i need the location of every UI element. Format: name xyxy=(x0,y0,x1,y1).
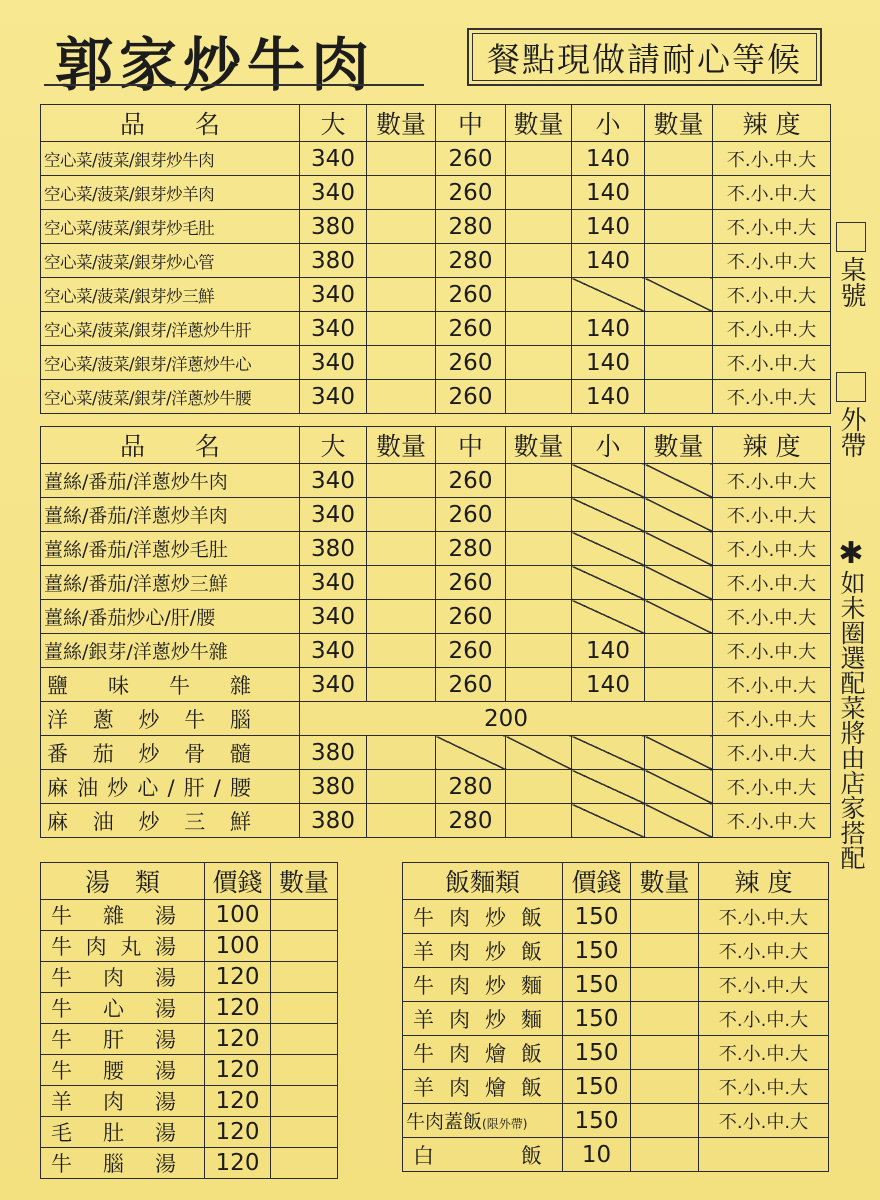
item-name: 薑絲/銀芽/洋蔥炒牛雜 xyxy=(41,634,300,668)
price-medium xyxy=(436,736,506,770)
table-number-label: 桌號 xyxy=(836,256,866,308)
price-medium: 260 xyxy=(436,278,506,312)
qty-small-input[interactable] xyxy=(645,380,713,414)
item-name: 空心菜/菠菜/銀芽炒羊肉 xyxy=(41,176,300,210)
soup-qty-input[interactable] xyxy=(271,1086,338,1117)
rice-price: 150 xyxy=(563,900,631,934)
menu-row xyxy=(41,600,831,634)
price-medium: 260 xyxy=(436,600,506,634)
soup-price: 120 xyxy=(205,962,271,993)
price-small: 140 xyxy=(572,668,645,702)
rice-name xyxy=(403,934,563,968)
header-large: 大 xyxy=(300,427,367,464)
qty-large-input[interactable] xyxy=(367,668,436,702)
header-small: 小 xyxy=(572,427,645,464)
spicy-level-options[interactable]: 不.小.中.大 xyxy=(713,804,831,838)
qty-medium-input[interactable] xyxy=(506,532,572,566)
item-name: 空心菜/菠菜/銀芽/洋蔥炒牛腰 xyxy=(41,380,300,414)
qty-large-input[interactable] xyxy=(367,532,436,566)
price-large: 380 xyxy=(300,736,367,770)
price-large: 380 xyxy=(300,770,367,804)
price-large: 340 xyxy=(300,600,367,634)
price-small xyxy=(572,770,645,804)
soup-price: 100 xyxy=(205,900,271,931)
menu-row xyxy=(41,210,831,244)
soup-qty-input[interactable] xyxy=(271,931,338,962)
qty-large-input[interactable] xyxy=(367,278,436,312)
header-qty-medium: 數量 xyxy=(506,105,572,142)
price-large: 340 xyxy=(300,278,367,312)
price-small: 140 xyxy=(572,176,645,210)
soup-qty-input[interactable] xyxy=(271,1148,338,1179)
rice-name-text: 羊肉炒飯 xyxy=(413,939,542,964)
header-large: 大 xyxy=(300,105,367,142)
soup-price: 120 xyxy=(205,1055,271,1086)
rice-name-text: 羊肉炒麵 xyxy=(413,1007,542,1032)
spicy-level-options[interactable]: 不.小.中.大 xyxy=(713,380,831,414)
soup-row xyxy=(41,962,338,993)
soup-row xyxy=(41,1055,338,1086)
price-large: 340 xyxy=(300,634,367,668)
notice-text: 餐點現做請耐心等候 xyxy=(472,33,817,81)
price-large: 340 xyxy=(300,346,367,380)
soup-price: 120 xyxy=(205,993,271,1024)
qty-large-input[interactable] xyxy=(367,804,436,838)
soup-header-price: 價錢 xyxy=(205,863,271,900)
header-name: 品 名 xyxy=(41,105,300,142)
soup-name: 毛肚湯 xyxy=(41,1117,205,1148)
menu-row xyxy=(41,142,831,176)
rice-name-note: (限外帶) xyxy=(482,1117,528,1131)
price-small: 140 xyxy=(572,634,645,668)
qty-small-input xyxy=(645,566,713,600)
qty-large-input[interactable] xyxy=(367,210,436,244)
menu-row xyxy=(41,804,831,838)
item-price-merged: 200 xyxy=(300,702,713,736)
menu-row xyxy=(41,532,831,566)
title-underline xyxy=(44,84,424,86)
qty-small-input xyxy=(645,770,713,804)
soup-price: 120 xyxy=(205,1117,271,1148)
rice-row xyxy=(403,968,829,1002)
rice-qty-input[interactable] xyxy=(631,1036,699,1070)
rice-row xyxy=(403,934,829,968)
price-small: 140 xyxy=(572,210,645,244)
qty-small-input xyxy=(645,278,713,312)
price-medium: 260 xyxy=(436,142,506,176)
rice-price: 150 xyxy=(563,968,631,1002)
item-name: 洋蔥炒牛腦 xyxy=(41,702,300,736)
header-spicy: 辣 度 xyxy=(713,427,831,464)
qty-large-input[interactable] xyxy=(367,634,436,668)
soup-qty-input[interactable] xyxy=(271,993,338,1024)
qty-medium-input[interactable] xyxy=(506,380,572,414)
spicy-level-options[interactable]: 不.小.中.大 xyxy=(713,600,831,634)
rice-price: 150 xyxy=(563,1002,631,1036)
price-medium: 280 xyxy=(436,532,506,566)
price-large: 340 xyxy=(300,176,367,210)
qty-small-input xyxy=(645,736,713,770)
item-name: 空心菜/菠菜/銀芽炒牛肉 xyxy=(41,142,300,176)
spicy-level-options[interactable]: 不.小.中.大 xyxy=(713,634,831,668)
price-large: 380 xyxy=(300,210,367,244)
menu-row xyxy=(41,634,831,668)
price-large: 340 xyxy=(300,498,367,532)
rice-name xyxy=(403,1138,563,1172)
price-medium: 280 xyxy=(436,244,506,278)
qty-medium-input[interactable] xyxy=(506,176,572,210)
item-name: 空心菜/菠菜/銀芽/洋蔥炒牛心 xyxy=(41,346,300,380)
soup-name: 牛肉湯 xyxy=(41,962,205,993)
rice-name xyxy=(403,1070,563,1104)
qty-large-input[interactable] xyxy=(367,600,436,634)
rice-qty-input[interactable] xyxy=(631,1138,699,1172)
menu-row xyxy=(41,736,831,770)
soup-row xyxy=(41,931,338,962)
qty-small-input xyxy=(645,600,713,634)
price-small xyxy=(572,600,645,634)
spicy-level-options[interactable]: 不.小.中.大 xyxy=(713,210,831,244)
spicy-level-options[interactable]: 不.小.中.大 xyxy=(699,934,829,968)
price-small: 140 xyxy=(572,380,645,414)
rice-qty-input[interactable] xyxy=(631,968,699,1002)
soup-qty-input[interactable] xyxy=(271,962,338,993)
price-medium: 260 xyxy=(436,312,506,346)
soup-price: 100 xyxy=(205,931,271,962)
qty-small-input xyxy=(645,804,713,838)
rice-noodle-table xyxy=(402,862,829,1172)
spicy-level-options[interactable]: 不.小.中.大 xyxy=(713,736,831,770)
soup-name: 牛腦湯 xyxy=(41,1148,205,1179)
price-medium: 260 xyxy=(436,346,506,380)
spicy-level-options[interactable]: 不.小.中.大 xyxy=(713,770,831,804)
soup-name: 羊肉湯 xyxy=(41,1086,205,1117)
qty-medium-input[interactable] xyxy=(506,312,572,346)
rice-name-text: 牛肉燴飯 xyxy=(413,1041,542,1066)
item-name: 空心菜/菠菜/銀芽/洋蔥炒牛肝 xyxy=(41,312,300,346)
table-header-row xyxy=(41,427,831,464)
spicy-level-options[interactable]: 不.小.中.大 xyxy=(713,702,831,736)
qty-small-input[interactable] xyxy=(645,210,713,244)
qty-medium-input[interactable] xyxy=(506,770,572,804)
qty-small-input xyxy=(645,532,713,566)
soup-header-name: 湯 類 xyxy=(41,863,205,900)
qty-large-input[interactable] xyxy=(367,736,436,770)
price-large: 340 xyxy=(300,380,367,414)
header-small: 小 xyxy=(572,105,645,142)
price-large: 380 xyxy=(300,804,367,838)
qty-small-input[interactable] xyxy=(645,346,713,380)
item-name: 鹽味牛雜 xyxy=(41,668,300,702)
rice-price: 150 xyxy=(563,1036,631,1070)
soup-qty-input[interactable] xyxy=(271,1024,338,1055)
soup-table xyxy=(40,862,338,1179)
qty-large-input[interactable] xyxy=(367,176,436,210)
qty-large-input[interactable] xyxy=(367,380,436,414)
rice-row xyxy=(403,1138,829,1172)
qty-medium-input[interactable] xyxy=(506,804,572,838)
table-number-checkbox[interactable] xyxy=(836,222,866,252)
rice-name-text: 牛肉炒飯 xyxy=(413,905,542,930)
menu-row xyxy=(41,498,831,532)
rice-qty-input[interactable] xyxy=(631,934,699,968)
header-qty-small: 數量 xyxy=(645,427,713,464)
price-small: 140 xyxy=(572,244,645,278)
rice-qty-input[interactable] xyxy=(631,1070,699,1104)
qty-medium-input[interactable] xyxy=(506,142,572,176)
price-small xyxy=(572,498,645,532)
price-medium: 260 xyxy=(436,176,506,210)
qty-medium-input[interactable] xyxy=(506,278,572,312)
price-small xyxy=(572,464,645,498)
header-qty-small: 數量 xyxy=(645,105,713,142)
spicy-level-options[interactable]: 不.小.中.大 xyxy=(699,1104,829,1138)
soup-qty-input[interactable] xyxy=(271,1055,338,1086)
qty-large-input[interactable] xyxy=(367,464,436,498)
rice-price: 150 xyxy=(563,1104,631,1138)
menu-row xyxy=(41,346,831,380)
item-name: 空心菜/菠菜/銀芽炒毛肚 xyxy=(41,210,300,244)
header-medium: 中 xyxy=(436,427,506,464)
notice-box xyxy=(467,28,822,86)
rice-qty-input[interactable] xyxy=(631,1002,699,1036)
rice-name xyxy=(403,1002,563,1036)
item-name: 薑絲/番茄炒心/肝/腰 xyxy=(41,600,300,634)
qty-medium-input[interactable] xyxy=(506,668,572,702)
price-small xyxy=(572,532,645,566)
menu-row xyxy=(41,380,831,414)
rice-header-row xyxy=(403,863,829,900)
soup-price: 120 xyxy=(205,1024,271,1055)
price-small: 140 xyxy=(572,312,645,346)
header-qty-medium: 數量 xyxy=(506,427,572,464)
menu-row xyxy=(41,312,831,346)
qty-medium-input xyxy=(506,736,572,770)
price-large: 340 xyxy=(300,566,367,600)
spicy-level-options[interactable]: 不.小.中.大 xyxy=(699,968,829,1002)
qty-medium-input[interactable] xyxy=(506,210,572,244)
soup-name: 牛肝湯 xyxy=(41,1024,205,1055)
rice-name xyxy=(403,1036,563,1070)
rice-price: 150 xyxy=(563,1070,631,1104)
takeout-field[interactable] xyxy=(834,372,868,458)
item-name: 薑絲/番茄/洋蔥炒毛肚 xyxy=(41,532,300,566)
spicy-level-options[interactable]: 不.小.中.大 xyxy=(699,1070,829,1104)
price-small xyxy=(572,736,645,770)
qty-large-input[interactable] xyxy=(367,142,436,176)
spicy-level-options[interactable]: 不.小.中.大 xyxy=(713,498,831,532)
item-name: 空心菜/菠菜/銀芽炒心管 xyxy=(41,244,300,278)
rice-name xyxy=(403,968,563,1002)
menu-row xyxy=(41,702,831,736)
menu-row xyxy=(41,278,831,312)
qty-large-input[interactable] xyxy=(367,244,436,278)
spicy-level-options[interactable]: 不.小.中.大 xyxy=(713,244,831,278)
asterisk-icon: ✱ xyxy=(838,536,864,571)
soup-name: 牛雜湯 xyxy=(41,900,205,931)
table-header-row xyxy=(41,105,831,142)
price-medium: 260 xyxy=(436,634,506,668)
spicy-level-options[interactable]: 不.小.中.大 xyxy=(713,464,831,498)
header-qty-large: 數量 xyxy=(367,427,436,464)
rice-row xyxy=(403,1036,829,1070)
soup-qty-input[interactable] xyxy=(271,900,338,931)
soup-name: 牛腰湯 xyxy=(41,1055,205,1086)
qty-medium-input[interactable] xyxy=(506,464,572,498)
header-medium: 中 xyxy=(436,105,506,142)
rice-name-text: 牛肉炒麵 xyxy=(413,973,542,998)
rice-name xyxy=(403,900,563,934)
item-name: 麻油炒三鮮 xyxy=(41,804,300,838)
price-medium: 260 xyxy=(436,380,506,414)
item-name: 薑絲/番茄/洋蔥炒三鮮 xyxy=(41,566,300,600)
side-note-text: 如未圈選配菜將由店家搭配 xyxy=(837,570,866,870)
qty-small-input[interactable] xyxy=(645,142,713,176)
soup-row xyxy=(41,900,338,931)
spicy-level-options[interactable]: 不.小.中.大 xyxy=(713,278,831,312)
menu-row xyxy=(41,668,831,702)
price-medium: 260 xyxy=(436,566,506,600)
rice-qty-input[interactable] xyxy=(631,1104,699,1138)
qty-small-input[interactable] xyxy=(645,634,713,668)
price-small: 140 xyxy=(572,142,645,176)
price-large: 340 xyxy=(300,142,367,176)
qty-medium-input[interactable] xyxy=(506,346,572,380)
rice-header-qty: 數量 xyxy=(631,863,699,900)
price-medium: 260 xyxy=(436,668,506,702)
header-name: 品 名 xyxy=(41,427,300,464)
soup-name: 牛心湯 xyxy=(41,993,205,1024)
item-name: 薑絲/番茄/洋蔥炒羊肉 xyxy=(41,498,300,532)
soup-row xyxy=(41,1086,338,1117)
qty-small-input xyxy=(645,464,713,498)
soup-row xyxy=(41,1117,338,1148)
qty-large-input[interactable] xyxy=(367,498,436,532)
price-small: 140 xyxy=(572,346,645,380)
rice-header-price: 價錢 xyxy=(563,863,631,900)
spicy-level-options[interactable]: 不.小.中.大 xyxy=(713,566,831,600)
soup-header-qty: 數量 xyxy=(271,863,338,900)
qty-medium-input[interactable] xyxy=(506,566,572,600)
qty-large-input[interactable] xyxy=(367,770,436,804)
soup-qty-input[interactable] xyxy=(271,1117,338,1148)
soup-header-row xyxy=(41,863,338,900)
header-qty-large: 數量 xyxy=(367,105,436,142)
rice-price: 150 xyxy=(563,934,631,968)
price-large: 340 xyxy=(300,464,367,498)
rice-header-name: 飯麵類 xyxy=(403,863,563,900)
menu-row xyxy=(41,566,831,600)
rice-price: 10 xyxy=(563,1138,631,1172)
soup-price: 120 xyxy=(205,1148,271,1179)
price-large: 340 xyxy=(300,668,367,702)
takeout-label: 外帶 xyxy=(836,406,866,458)
spicy-level-options[interactable]: 不.小.中.大 xyxy=(699,1002,829,1036)
rice-row xyxy=(403,1002,829,1036)
qty-large-input[interactable] xyxy=(367,346,436,380)
qty-large-input[interactable] xyxy=(367,566,436,600)
price-small xyxy=(572,278,645,312)
price-large: 380 xyxy=(300,244,367,278)
rice-name-text: 羊肉燴飯 xyxy=(413,1075,542,1100)
soup-row xyxy=(41,993,338,1024)
price-large: 380 xyxy=(300,532,367,566)
side-note xyxy=(834,538,868,870)
rice-name xyxy=(403,1104,563,1138)
rice-row xyxy=(403,1070,829,1104)
rice-name-text: 牛肉蓋飯 xyxy=(406,1111,483,1133)
menu-row xyxy=(41,464,831,498)
rice-qty-input[interactable] xyxy=(631,900,699,934)
rice-spicy-blank xyxy=(699,1138,829,1172)
qty-medium-input[interactable] xyxy=(506,244,572,278)
spicy-level-options[interactable]: 不.小.中.大 xyxy=(713,142,831,176)
qty-small-input[interactable] xyxy=(645,668,713,702)
header-spicy: 辣 度 xyxy=(713,105,831,142)
menu-row xyxy=(41,770,831,804)
soup-row xyxy=(41,1024,338,1055)
qty-small-input[interactable] xyxy=(645,176,713,210)
price-medium: 260 xyxy=(436,498,506,532)
soup-name: 牛肉丸湯 xyxy=(41,931,205,962)
soup-row xyxy=(41,1148,338,1179)
spicy-level-options[interactable]: 不.小.中.大 xyxy=(713,176,831,210)
menu-row xyxy=(41,244,831,278)
takeout-checkbox[interactable] xyxy=(836,372,866,402)
spicy-level-options[interactable]: 不.小.中.大 xyxy=(713,668,831,702)
price-medium: 280 xyxy=(436,804,506,838)
stir-fry-table-tomato xyxy=(40,426,831,838)
restaurant-title: 郭家炒牛肉 xyxy=(55,31,376,99)
spicy-level-options[interactable]: 不.小.中.大 xyxy=(713,346,831,380)
item-name: 薑絲/番茄/洋蔥炒牛肉 xyxy=(41,464,300,498)
spicy-level-options[interactable]: 不.小.中.大 xyxy=(713,312,831,346)
soup-price: 120 xyxy=(205,1086,271,1117)
price-small xyxy=(572,566,645,600)
qty-small-input[interactable] xyxy=(645,244,713,278)
price-medium: 260 xyxy=(436,464,506,498)
menu-row xyxy=(41,176,831,210)
price-medium: 280 xyxy=(436,210,506,244)
qty-large-input[interactable] xyxy=(367,312,436,346)
item-name: 番茄炒骨髓 xyxy=(41,736,300,770)
qty-small-input[interactable] xyxy=(645,312,713,346)
qty-small-input xyxy=(645,498,713,532)
price-large: 340 xyxy=(300,312,367,346)
item-name: 麻油炒心/肝/腰 xyxy=(41,770,300,804)
qty-medium-input[interactable] xyxy=(506,634,572,668)
item-name: 空心菜/菠菜/銀芽炒三鮮 xyxy=(41,278,300,312)
rice-row xyxy=(403,1104,829,1138)
spicy-level-options[interactable]: 不.小.中.大 xyxy=(699,1036,829,1070)
table-number-field[interactable] xyxy=(834,222,868,308)
qty-medium-input[interactable] xyxy=(506,600,572,634)
price-small xyxy=(572,804,645,838)
stir-fry-table-greens xyxy=(40,104,831,414)
spicy-level-options[interactable]: 不.小.中.大 xyxy=(713,532,831,566)
rice-name-text: 白飯 xyxy=(413,1143,542,1168)
rice-header-spicy: 辣 度 xyxy=(699,863,829,900)
spicy-level-options[interactable]: 不.小.中.大 xyxy=(699,900,829,934)
price-medium: 280 xyxy=(436,770,506,804)
rice-row xyxy=(403,900,829,934)
qty-medium-input[interactable] xyxy=(506,498,572,532)
